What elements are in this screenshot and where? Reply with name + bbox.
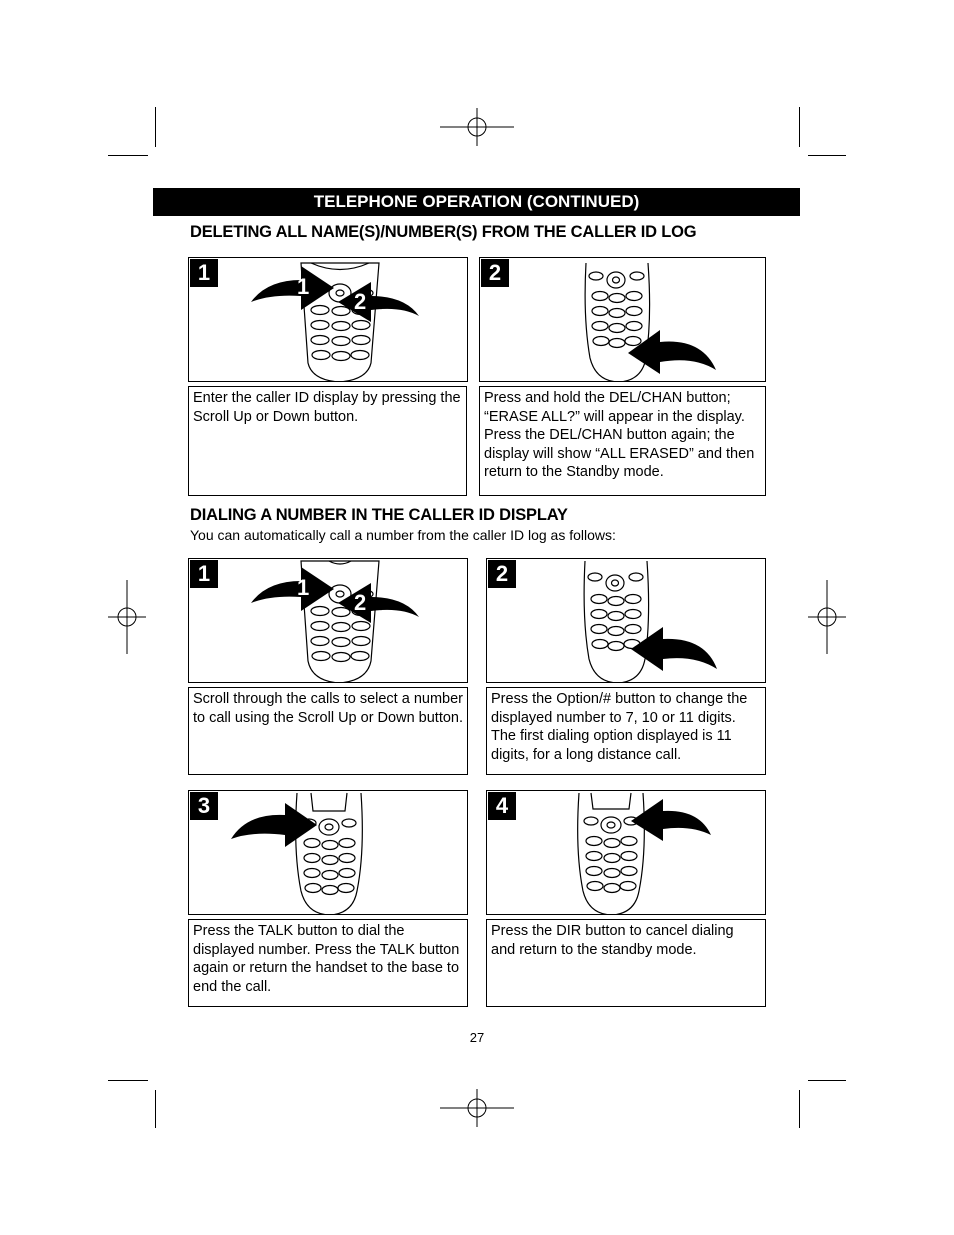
section-intro: You can automatically call a number from the caller ID log as follows:: [190, 527, 616, 543]
handset-scroll-illustration: [189, 258, 468, 382]
step-number: 3: [190, 792, 218, 820]
step-caption-dial-3: Press the TALK button to dial the displayed number. Press the TALK button again or return the handset to the base to end the call.: [188, 919, 468, 1007]
arrow-label-down: 2: [354, 289, 367, 314]
step-caption-dial-2: Press the Option/# button to change the displayed number to 7, 10 or 11 digits. The first dialing option displayed is 11 digits, for a long distance call.: [486, 687, 766, 775]
step-caption-delete-1: Enter the caller ID display by pressing the Scroll Up or Down button.: [188, 386, 467, 496]
step-illustration-dial-3: [188, 790, 468, 915]
handset-scroll-illustration: [189, 559, 468, 683]
handset-option-button-illustration: [487, 559, 766, 683]
step-number: 2: [481, 259, 509, 287]
arrow-label-down: 2: [354, 590, 367, 615]
step-number: 4: [488, 792, 516, 820]
step-illustration-delete-1: [188, 257, 468, 382]
step-illustration-delete-2: [479, 257, 766, 382]
step-number: 1: [190, 560, 218, 588]
arrow-label-up: 1: [297, 575, 310, 600]
step-number: 1: [190, 259, 218, 287]
section-heading-delete-all: DELETING ALL NAME(S)/NUMBER(S) FROM THE CALLER ID LOG: [190, 223, 697, 241]
step-caption-dial-4: Press the DIR button to cancel dialing and return to the standby mode.: [486, 919, 766, 1007]
arrow-label-up: 1: [297, 274, 310, 299]
step-caption-delete-2: Press and hold the DEL/CHAN button; “ERASE ALL?” will appear in the display. Press the DEL/CHAN button again; the display will show “ALL ERASED” and then return to the Standby mode.: [479, 386, 766, 496]
step-number: 2: [488, 560, 516, 588]
step-caption-dial-1: Scroll through the calls to select a number to call using the Scroll Up or Down button.: [188, 687, 468, 775]
page-number: 27: [469, 1030, 485, 1045]
step-illustration-dial-2: [486, 558, 766, 683]
section-banner: TELEPHONE OPERATION (CONTINUED): [153, 188, 800, 216]
section-heading-dialing: DIALING A NUMBER IN THE CALLER ID DISPLAY: [190, 506, 568, 524]
handset-del-button-illustration: [480, 258, 766, 382]
handset-talk-button-illustration: [189, 791, 468, 915]
handset-dir-button-illustration: [487, 791, 766, 915]
step-illustration-dial-1: [188, 558, 468, 683]
step-illustration-dial-4: [486, 790, 766, 915]
